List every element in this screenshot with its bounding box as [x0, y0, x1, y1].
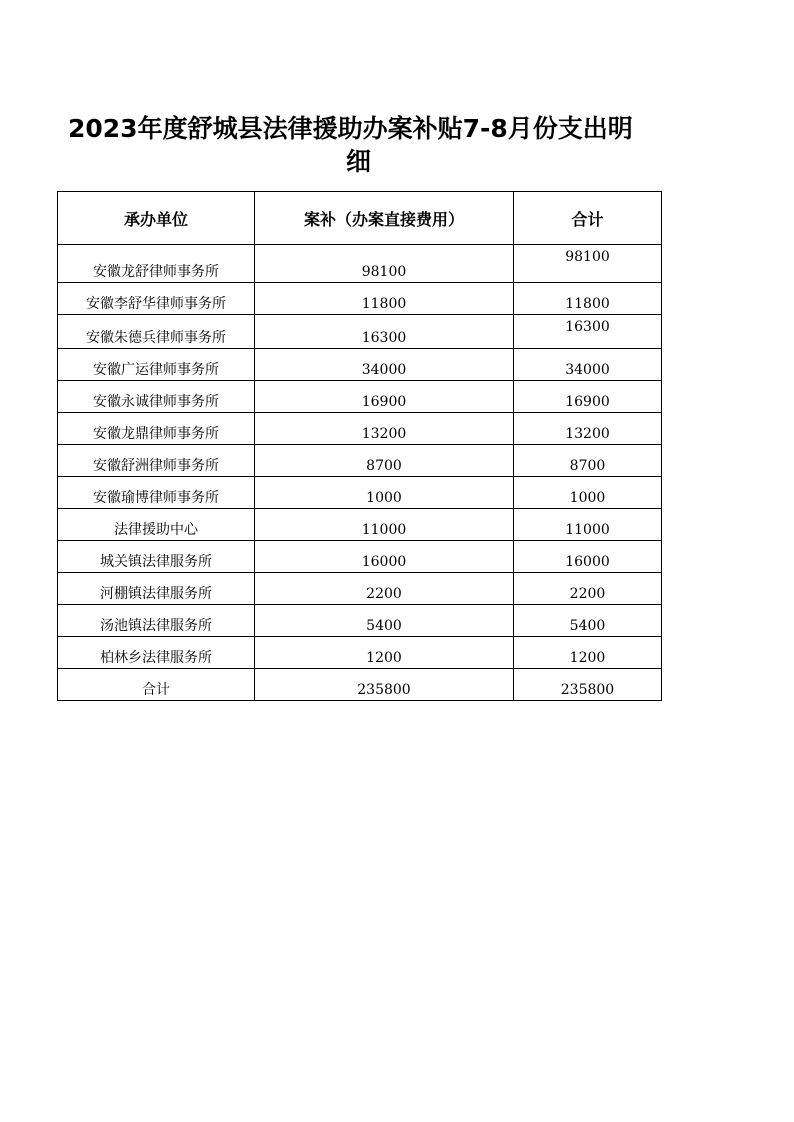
- header-unit: 承办单位: [58, 192, 255, 245]
- total-cell: 11800: [514, 283, 662, 315]
- total-cell: 1200: [514, 637, 662, 669]
- unit-cell: 安徽舒洲律师事务所: [58, 445, 255, 477]
- table-row: [58, 381, 662, 413]
- unit-cell: 汤池镇法律服务所: [58, 605, 255, 637]
- subsidy-cell: 16000: [255, 541, 514, 573]
- unit-cell: 柏林乡法律服务所: [58, 637, 255, 669]
- subsidy-cell: 2200: [255, 573, 514, 605]
- table-row: [58, 413, 662, 445]
- total-cell: 16000: [514, 541, 662, 573]
- table-row: [58, 349, 662, 381]
- table-row: [58, 315, 662, 349]
- table-header-row: [58, 192, 662, 245]
- unit-cell: 安徽永诚律师事务所: [58, 381, 255, 413]
- table-row: [58, 541, 662, 573]
- unit-cell: 安徽广运律师事务所: [58, 349, 255, 381]
- subsidy-cell: 1000: [255, 477, 514, 509]
- total-cell: 5400: [514, 605, 662, 637]
- subsidy-cell: 13200: [255, 413, 514, 445]
- header-total: 合计: [514, 192, 662, 245]
- table-row: [58, 477, 662, 509]
- subsidy-cell: 11000: [255, 509, 514, 541]
- total-cell: 16300: [514, 315, 662, 349]
- unit-cell: 安徽朱德兵律师事务所: [58, 315, 255, 349]
- table-total-row: [58, 669, 662, 701]
- title-line-2: 细: [346, 147, 372, 176]
- table-row: [58, 573, 662, 605]
- unit-cell: 安徽龙鼎律师事务所: [58, 413, 255, 445]
- table-row: [58, 605, 662, 637]
- subsidy-cell: 8700: [255, 445, 514, 477]
- subsidy-cell: 34000: [255, 349, 514, 381]
- unit-cell: 城关镇法律服务所: [58, 541, 255, 573]
- document-title: [58, 112, 714, 178]
- grand-total-cell: 235800: [514, 669, 662, 701]
- total-cell: 1000: [514, 477, 662, 509]
- subsidy-cell: 98100: [255, 245, 514, 283]
- total-cell: 34000: [514, 349, 662, 381]
- table-row: [58, 509, 662, 541]
- subsidy-cell: 1200: [255, 637, 514, 669]
- total-cell: 2200: [514, 573, 662, 605]
- total-subsidy-cell: 235800: [255, 669, 514, 701]
- total-cell: 98100: [514, 245, 662, 283]
- unit-cell: 安徽瑜博律师事务所: [58, 477, 255, 509]
- unit-cell: 安徽李舒华律师事务所: [58, 283, 255, 315]
- subsidy-cell: 16900: [255, 381, 514, 413]
- unit-cell: 法律援助中心: [58, 509, 255, 541]
- total-label-cell: 合计: [58, 669, 255, 701]
- expense-table: [57, 191, 662, 701]
- header-subsidy: 案补（办案直接费用）: [255, 192, 514, 245]
- unit-cell: 安徽龙舒律师事务所: [58, 245, 255, 283]
- table-row: [58, 445, 662, 477]
- table-row: [58, 245, 662, 283]
- table-row: [58, 283, 662, 315]
- total-cell: 11000: [514, 509, 662, 541]
- total-cell: 13200: [514, 413, 662, 445]
- total-cell: 16900: [514, 381, 662, 413]
- title-line-1: 2023年度舒城县法律援助办案补贴7-8月份支出明: [68, 114, 633, 143]
- table-row: [58, 637, 662, 669]
- unit-cell: 河棚镇法律服务所: [58, 573, 255, 605]
- subsidy-cell: 16300: [255, 315, 514, 349]
- total-cell: 8700: [514, 445, 662, 477]
- subsidy-cell: 5400: [255, 605, 514, 637]
- subsidy-cell: 11800: [255, 283, 514, 315]
